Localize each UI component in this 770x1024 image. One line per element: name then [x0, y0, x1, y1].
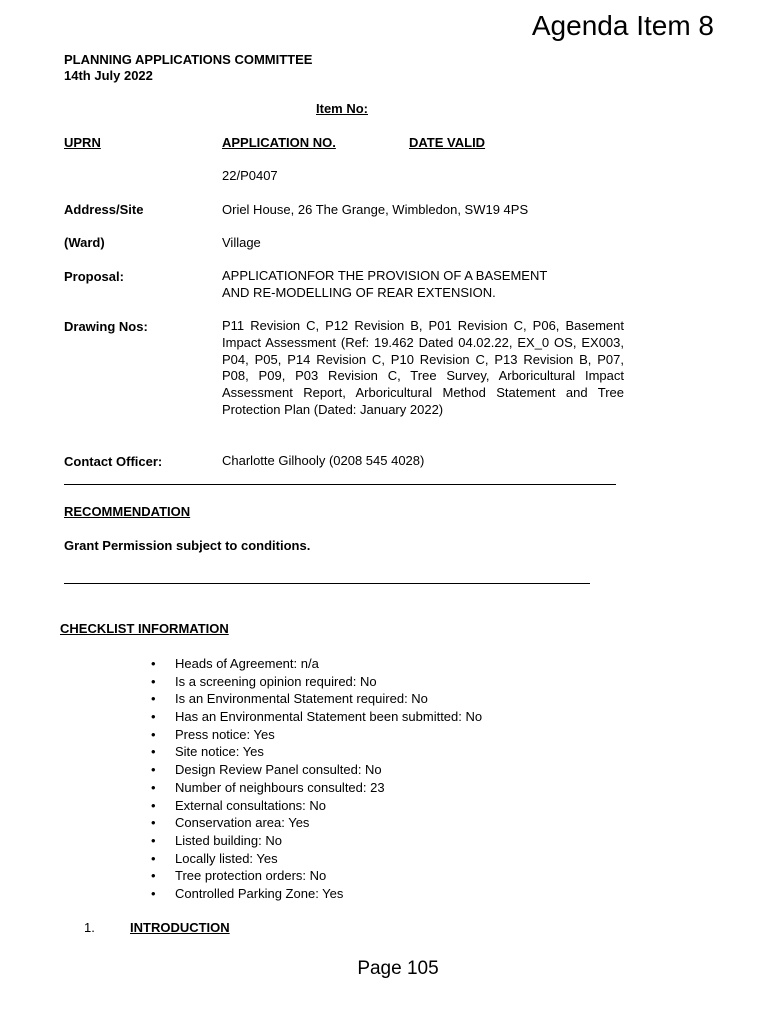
checklist-heading: CHECKLIST INFORMATION — [60, 621, 229, 636]
list-item: • Is a screening opinion required: No — [151, 673, 482, 691]
page-number: Page 105 — [357, 958, 439, 979]
proposal-line-1: APPLICATIONFOR THE PROVISION OF A BASEMENT — [222, 268, 548, 283]
contact-officer-value: Charlotte Gilhooly (0208 545 4028) — [222, 453, 425, 468]
ward-value: Village — [222, 235, 261, 250]
section-title: INTRODUCTION — [130, 920, 230, 935]
list-item: • Number of neighbours consulted: 23 — [151, 779, 482, 797]
list-item: • Conservation area: Yes — [151, 814, 482, 832]
list-item: • Is an Environmental Statement required: No — [151, 690, 482, 708]
uprn-header: UPRN — [64, 135, 101, 150]
contact-officer-label: Contact Officer: — [64, 454, 163, 469]
list-item: • Heads of Agreement: n/a — [151, 655, 482, 673]
recommendation-text: Grant Permission subject to conditions. — [64, 538, 311, 553]
list-item: • Locally listed: Yes — [151, 850, 482, 868]
committee-name: PLANNING APPLICATIONS COMMITTEE — [64, 52, 313, 67]
checklist-list — [151, 655, 482, 903]
list-item: • Has an Environmental Statement been submitted: No — [151, 708, 482, 726]
committee-date: 14th July 2022 — [64, 68, 153, 83]
date-valid-header: DATE VALID — [409, 135, 486, 150]
list-item: • Design Review Panel consulted: No — [151, 761, 482, 779]
list-item: • Listed building: No — [151, 832, 482, 850]
recommendation-heading: RECOMMENDATION — [64, 504, 191, 519]
list-item: • Controlled Parking Zone: Yes — [151, 885, 482, 903]
list-item: • Site notice: Yes — [151, 743, 482, 761]
divider-bottom — [64, 583, 590, 584]
section-number: 1. — [84, 920, 95, 935]
drawing-nos-value: P11 Revision C, P12 Revision B, P01 Revision C, P06, Basement Impact Assessment (Ref: 19.462 Dated 04.02.22, EX_0 OS, EX003, P04, P05, P14 Revision C, P10 Revision C, P13 Revision B, P07, P08, P09, P03 Revision C, Tree Survey, Arboricultural Impact Assessment Report, Arboricultural Method Statement and Tree Protection Plan (Dated: January 2022) — [222, 318, 624, 417]
proposal-label: Proposal: — [64, 269, 124, 284]
drawing-nos-label: Drawing Nos: — [64, 319, 148, 334]
list-item: • External consultations: No — [151, 797, 482, 815]
list-item: • Press notice: Yes — [151, 726, 482, 744]
proposal-line-2: AND RE-MODELLING OF REAR EXTENSION. — [222, 285, 496, 300]
agenda-item-title: Agenda Item 8 — [531, 10, 714, 41]
ward-label: (Ward) — [64, 235, 105, 250]
address-value: Oriel House, 26 The Grange, Wimbledon, SW19 4PS — [222, 202, 529, 217]
item-no-label: Item No: — [316, 101, 368, 116]
application-no-header: APPLICATION NO. — [222, 135, 336, 150]
application-number: 22/P0407 — [222, 168, 278, 183]
list-item: • Tree protection orders: No — [151, 867, 482, 885]
divider-top — [64, 484, 616, 485]
address-label: Address/Site — [64, 202, 144, 217]
